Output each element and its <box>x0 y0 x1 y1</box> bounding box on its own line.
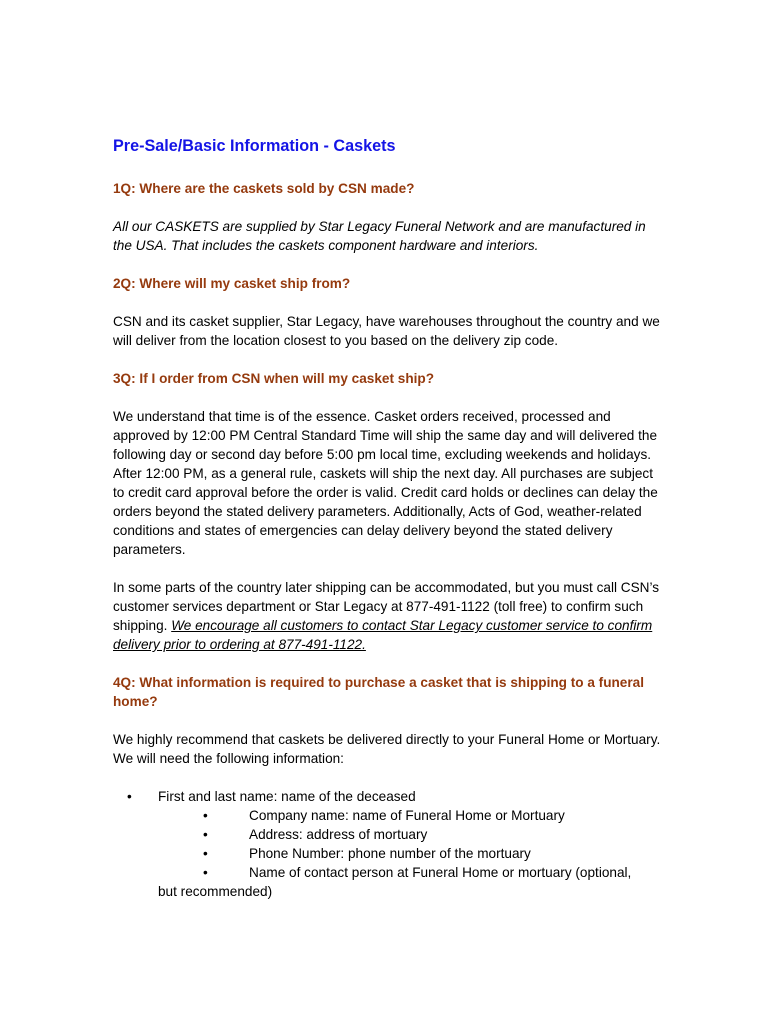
answer-3-paragraph-2 <box>113 578 663 654</box>
list-item-text: Name of contact person at Funeral Home or mortuary (optional, <box>249 865 632 880</box>
question-1: 1Q: Where are the caskets sold by CSN made? <box>113 181 415 196</box>
list-item <box>113 844 663 863</box>
list-item <box>158 863 663 901</box>
question-4: 4Q: What information is required to purchase a casket that is shipping to a funeral home? <box>113 675 644 709</box>
bullet-icon: • <box>203 846 208 861</box>
list-item-text: Phone Number: phone number of the mortuary <box>249 846 531 861</box>
question-3: 3Q: If I order from CSN when will my casket ship? <box>113 371 435 386</box>
list-item-text-continued: but recommended) <box>158 884 273 899</box>
list-item-text: First and last name: name of the deceased <box>158 789 416 804</box>
required-info-sublist <box>158 806 663 901</box>
list-item <box>113 787 663 901</box>
answer-3-emphasis-text: We encourage all customers to contact Star Legacy customer service to confirm delivery prior to ordering at 877-491-1122. <box>113 618 653 652</box>
bullet-icon: • <box>203 865 208 880</box>
list-item-text: Address: address of mortuary <box>249 827 428 842</box>
bullet-icon: • <box>203 827 208 842</box>
list-item <box>113 806 663 825</box>
answer-2: CSN and its casket supplier, Star Legacy, have warehouses throughout the country and we will deliver from the location closest to you based on the delivery zip code. <box>113 314 660 348</box>
list-item-text: Company name: name of Funeral Home or Mortuary <box>249 808 565 823</box>
bullet-icon: • <box>127 789 132 804</box>
list-item <box>113 825 663 844</box>
answer-3-paragraph-1: We understand that time is of the essence. Casket orders received, processed and approved by 12:00 PM Central Standard Time will ship the same day and will delivered the following day or second day before 5:00 pm local time, excluding weekends and holidays. After 12:00 PM, as a general rule, caskets will ship the next day. All purchases are subject to credit card approval before the order is valid. Credit card holds or declines can delay the orders beyond the stated delivery parameters. Additionally, Acts of God, weather-related conditions and states of emergencies can delay delivery beyond the stated delivery parameters. <box>113 409 658 557</box>
document-page <box>113 136 663 901</box>
answer-1: All our CASKETS are supplied by Star Legacy Funeral Network and are manufactured in the USA. That includes the caskets component hardware and interiors. <box>113 219 646 253</box>
page-title: Pre-Sale/Basic Information - Caskets <box>113 137 396 155</box>
question-2: 2Q: Where will my casket ship from? <box>113 276 351 291</box>
answer-3-plain-text: In some parts of the country later shipping can be accommodated, but you must call CSN’s customer services department or Star Legacy at 877-491-1122 (toll free) to confirm such shipping. <box>113 580 660 633</box>
answer-4: We highly recommend that caskets be delivered directly to your Funeral Home or Mortuary. We will need the following information: <box>113 732 661 766</box>
bullet-icon: • <box>203 808 208 823</box>
required-info-list <box>113 787 663 901</box>
